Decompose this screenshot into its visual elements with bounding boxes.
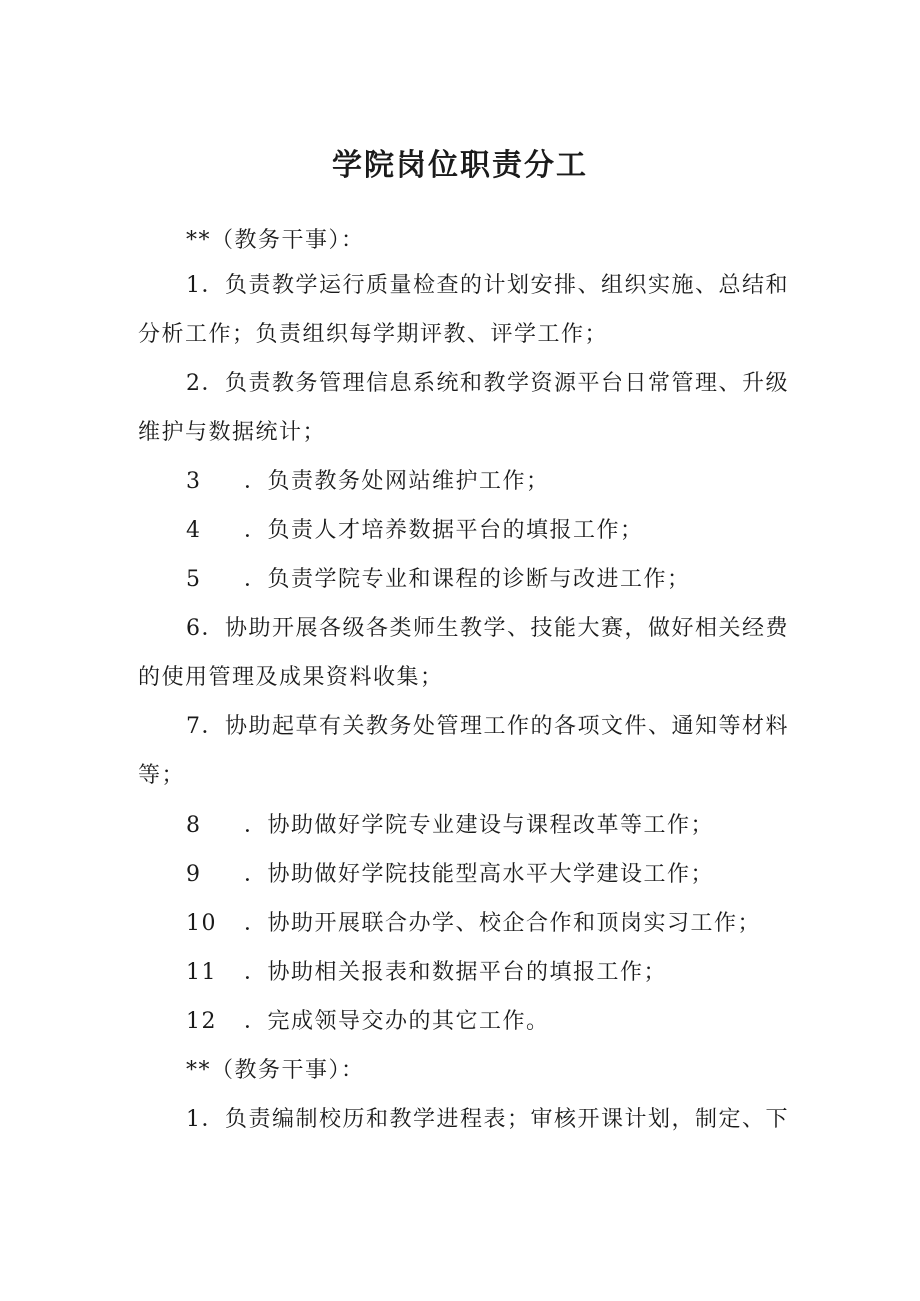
list-item-text: ．负责人才培养数据平台的填报工作； xyxy=(244,518,644,543)
list-item-1-line1: 1．负责编制校历和教学进程表；审核开课计划，制定、下 xyxy=(186,1107,789,1132)
list-item-2-line1: 2．负责教务管理信息系统和教学资源平台日常管理、升级 xyxy=(186,371,789,396)
list-item-number: 9 xyxy=(186,862,202,887)
list-item-number: 8 xyxy=(186,813,202,838)
list-item-9 xyxy=(186,860,714,890)
list-item-11 xyxy=(186,958,667,988)
list-item-7-line1: 7．协助起草有关教务处管理工作的各项文件、通知等材料 xyxy=(186,714,789,739)
list-item-text: ．负责学院专业和课程的诊断与改进工作； xyxy=(244,567,691,592)
list-item-7-line2: 等； xyxy=(138,763,186,788)
list-item-number: 5 xyxy=(186,567,202,592)
list-item-1-line2: 分析工作；负责组织每学期评教、评学工作； xyxy=(138,322,609,347)
list-item-number: 12 xyxy=(186,1009,217,1034)
list-item-6-line2: 的使用管理及成果资料收集； xyxy=(138,665,444,690)
list-item-number: 3 xyxy=(186,469,202,494)
list-item-text: ．负责教务处网站维护工作； xyxy=(244,469,550,494)
list-item-text: ．协助做好学院专业建设与课程改革等工作； xyxy=(244,813,715,838)
list-item-text: ．协助做好学院技能型高水平大学建设工作； xyxy=(244,862,715,887)
list-item-10 xyxy=(186,909,761,939)
list-item-text: ．完成领导交办的其它工作。 xyxy=(244,1009,550,1034)
list-item-8 xyxy=(186,811,714,841)
list-item-text: ．协助相关报表和数据平台的填报工作； xyxy=(244,960,668,985)
list-item-12 xyxy=(186,1007,550,1037)
list-item-text: ．协助开展联合办学、校企合作和顶岗实习工作； xyxy=(244,911,762,936)
list-item-4 xyxy=(186,516,644,546)
list-item-6-line1: 6．协助开展各级各类师生教学、技能大赛，做好相关经费 xyxy=(186,616,789,641)
list-item-number: 11 xyxy=(186,960,217,985)
list-item-2-line2: 维护与数据统计； xyxy=(138,420,327,445)
list-item-number: 10 xyxy=(186,911,217,936)
list-item-3 xyxy=(186,467,550,497)
section-heading: **（教务干事）： xyxy=(186,1058,365,1083)
list-item-1-line1: 1．负责教学运行质量检查的计划安排、组织实施、总结和 xyxy=(186,273,789,298)
list-item-5 xyxy=(186,565,691,595)
list-item-number: 4 xyxy=(186,518,202,543)
page-title: 学院岗位职责分工 xyxy=(332,148,588,183)
section-heading: **（教务干事）： xyxy=(186,228,365,253)
